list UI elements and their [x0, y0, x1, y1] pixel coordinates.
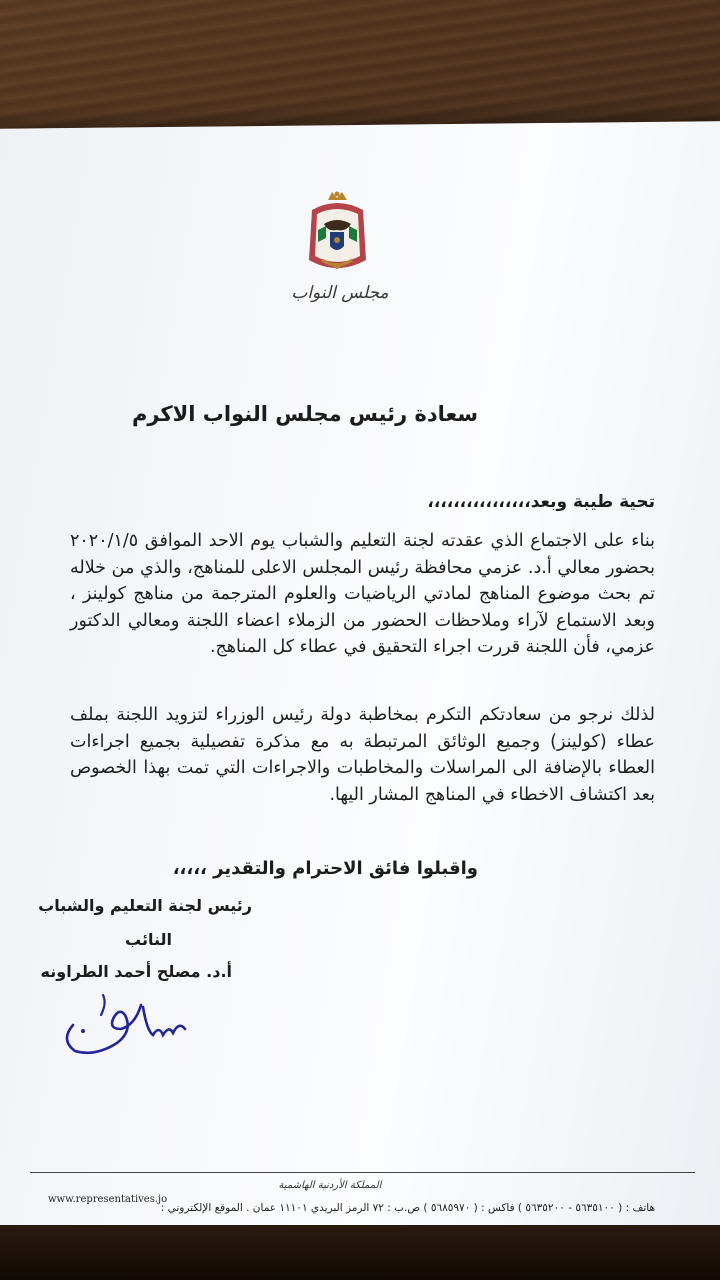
footer-kingdom-name: المملكة الأردنية الهاشمية: [278, 1180, 382, 1191]
salutation: تحية طيبة وبعد،،،،،،،،،،،،،،،،: [427, 492, 655, 512]
recipient-heading: سعادة رئيس مجلس النواب الاكرم: [131, 402, 479, 426]
footer-contact-info: هاتف : ( ٥٦٣٥١٠٠ - ٥٦٣٥٢٠٠ ) فاكس : ( ٥٦٨٥٩٧٠ ) ص.ب : ٧٢ الرمز البريدي ١١١٠١ عمان . الموقع الإلكتروني :: [160, 1202, 655, 1214]
body-paragraph-1: بناء على الاجتماع الذي عقدته لجنة التعليم والشباب يوم الاحد الموافق ٢٠٢٠/١/٥ بحضور معالي أ.د. عزمي محافظة رئيس المجلس الاعلى للمناهج، والذي من خلاله تم بحث موضوع المناهج لمادتي الرياضيات والعلوم المترجمة من مناهج كولينز ، وبعد الاستماع لآراء وملاحظات الحضور من الزملاء اعضاء اللجنة ومعالي الدكتور عزمي، فأن اللجنة قررت اجراء التحقيق في عطاء كل المناهج.: [70, 531, 655, 657]
closing-line: واقبلوا فائق الاحترام والتقدير ،،،،،: [172, 858, 478, 879]
footer-divider: [30, 1172, 695, 1173]
signatory-title: رئيس لجنة التعليم والشباب: [38, 896, 252, 915]
body-paragraph-2: لذلك نرجو من سعادتكم التكرم بمخاطبة دولة رئيس الوزراء لتزويد اللجنة بملف عطاء (كولينز) وجميع الوثائق المرتبطة به مع مذكرة تفصيلية بجميع اجراءات العطاء بالإضافة الى المراسلات والمخاطبات والاجراءات التي تمت بهذا الخصوص بعد اكتشاف الاخطاء في المناهج المشار اليها.: [70, 705, 655, 805]
jordan-royal-crest-icon: [300, 190, 375, 280]
organization-name: مجلس النواب: [291, 283, 389, 303]
footer-website: www.representatives.jo: [48, 1194, 168, 1205]
table-edge-bottom: [0, 1225, 720, 1280]
handwritten-signature: [55, 985, 190, 1060]
signatory-name: أ.د. مصلح أحمد الطراونه: [40, 962, 232, 981]
signatory-role: النائب: [125, 930, 172, 949]
